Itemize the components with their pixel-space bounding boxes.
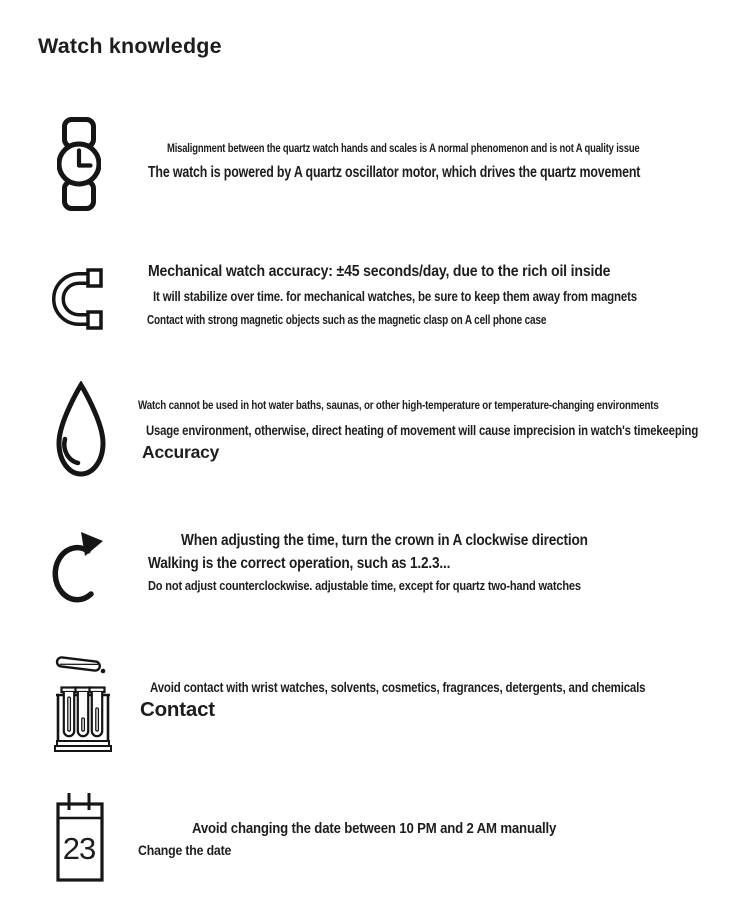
- knowledge-line: It will stabilize over time. for mechanical watches, be sure to keep them away from magnets: [153, 288, 637, 304]
- knowledge-line: Do not adjust counterclockwise. adjustable time, except for quartz two-hand watches: [148, 578, 581, 593]
- knowledge-line: Mechanical watch accuracy: ±45 seconds/day, due to the rich oil inside: [148, 263, 611, 280]
- knowledge-line: Avoid changing the date between 10 PM and 2 AM manually: [192, 820, 557, 837]
- knowledge-line: The watch is powered by A quartz oscillator motor, which drives the quartz movement: [148, 164, 641, 181]
- test-tubes-icon: [54, 652, 112, 752]
- calendar-icon: [56, 791, 104, 883]
- magnet-icon: [52, 266, 106, 332]
- knowledge-line: Change the date: [138, 842, 232, 858]
- water-drop-icon: [55, 381, 107, 479]
- knowledge-line: Usage environment, otherwise, direct heating of movement will cause imprecision in watch's timekeeping: [146, 423, 699, 438]
- knowledge-line: Contact: [140, 698, 215, 721]
- clockwise-rotation-icon: [51, 528, 105, 616]
- knowledge-line: Walking is the correct operation, such as 1.2.3...: [148, 555, 451, 572]
- knowledge-line: Contact with strong magnetic objects such as the magnetic clasp on A cell phone case: [147, 313, 547, 327]
- knowledge-line: Misalignment between the quartz watch hands and scales is A normal phenomenon and is not A quality issue: [167, 143, 640, 155]
- knowledge-line: Avoid contact with wrist watches, solvents, cosmetics, fragrances, detergents, and chemicals: [150, 680, 646, 695]
- page-title: Watch knowledge: [38, 34, 222, 58]
- knowledge-line: Watch cannot be used in hot water baths, saunas, or other high-temperature or temperature-changing environments: [138, 400, 659, 412]
- wristwatch-icon: [57, 117, 101, 211]
- knowledge-line: When adjusting the time, turn the crown in A clockwise direction: [181, 532, 588, 549]
- calendar-day-number: 23: [62, 831, 96, 866]
- knowledge-line: Accuracy: [142, 442, 220, 462]
